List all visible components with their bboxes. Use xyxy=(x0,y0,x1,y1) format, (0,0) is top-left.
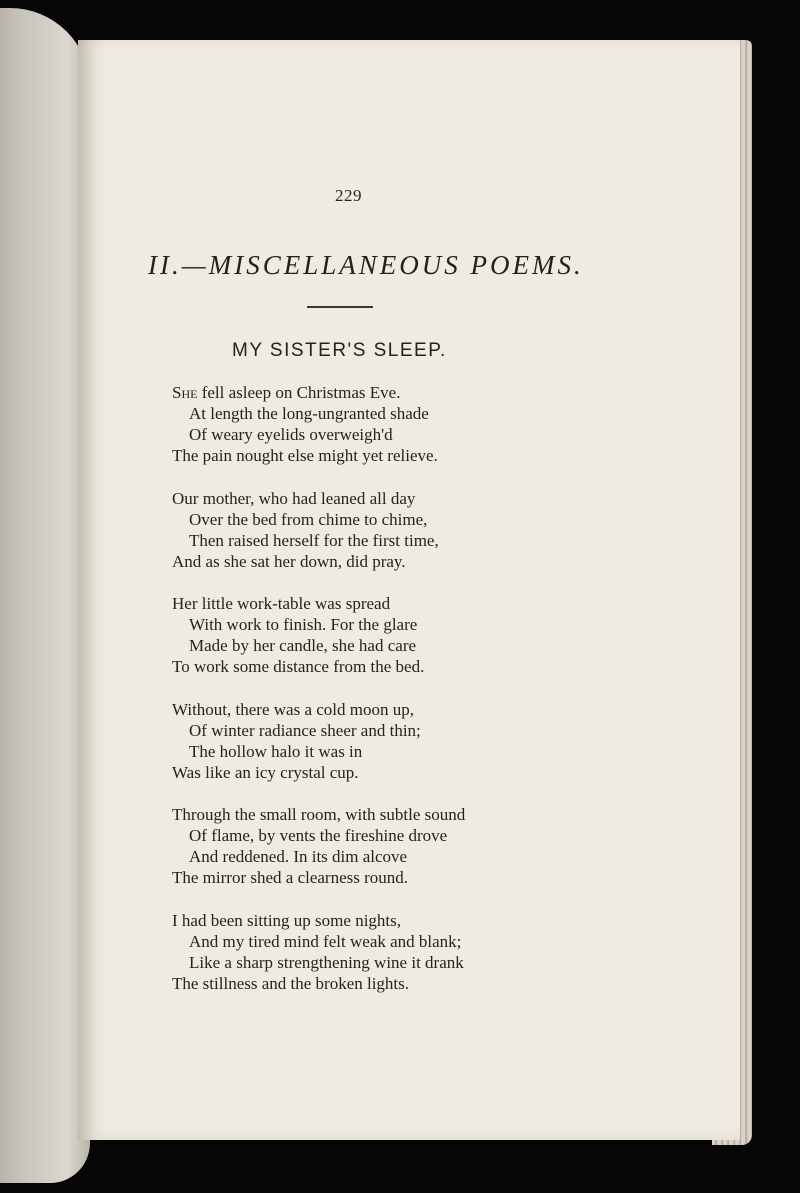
poem-line xyxy=(172,382,465,403)
poem-line: With work to finish. For the glare xyxy=(189,615,418,634)
poem-line: The stillness and the broken lights. xyxy=(172,973,410,993)
poem-line: At length the long-ungranted shade xyxy=(189,404,429,423)
stanza xyxy=(172,699,465,783)
poem-line: Of weary eyelids overweigh'd xyxy=(189,425,393,444)
stanza xyxy=(172,910,465,994)
poem-line: The mirror shed a clearness round. xyxy=(172,868,409,887)
poem-line: I had been sitting up some nights, xyxy=(172,910,402,930)
page-number: 229 xyxy=(335,186,362,205)
poem-line: Of flame, by vents the fireshine drove xyxy=(189,826,448,845)
poem-line: The pain nought else might yet relieve. xyxy=(172,446,438,465)
poem-line: Over the bed from chime to chime, xyxy=(189,509,428,529)
poem-line: Through the small room, with subtle sound xyxy=(172,805,466,824)
section-title: II.—MISCELLANEOUS POEMS. xyxy=(148,250,584,280)
poem-line: Like a sharp strengthening wine it drank xyxy=(189,952,464,972)
poem-line: Made by her candle, she had care xyxy=(189,636,417,655)
poem-line: The hollow halo it was in xyxy=(189,741,363,761)
poem-line: Her little work-table was spread xyxy=(172,594,391,613)
stanza xyxy=(172,488,465,572)
poem-line: And reddened. In its dim alcove xyxy=(189,847,408,866)
poem-title: MY SISTER'S SLEEP. xyxy=(232,340,447,361)
poem-line: And as she sat her down, did pray. xyxy=(172,551,406,571)
line-text: fell asleep on Christmas Eve. xyxy=(201,383,401,402)
poem-line: Then raised herself for the first time, xyxy=(189,530,439,550)
poem-line: And my tired mind felt weak and blank; xyxy=(189,931,462,951)
poem-line: To work some distance from the bed. xyxy=(172,657,425,676)
poem-line: Of winter radiance sheer and thin; xyxy=(189,720,421,740)
poem-body xyxy=(172,382,465,1015)
poem-line: Without, there was a cold moon up, xyxy=(172,699,414,719)
poem-line: Our mother, who had leaned all day xyxy=(172,488,416,508)
poem-line: Was like an icy crystal cup. xyxy=(172,762,359,782)
stanza xyxy=(172,804,465,888)
first-word: She xyxy=(172,383,198,402)
stanza xyxy=(172,593,465,677)
stanza xyxy=(172,382,465,466)
left-page-edge xyxy=(0,8,90,1183)
title-rule xyxy=(307,306,373,308)
